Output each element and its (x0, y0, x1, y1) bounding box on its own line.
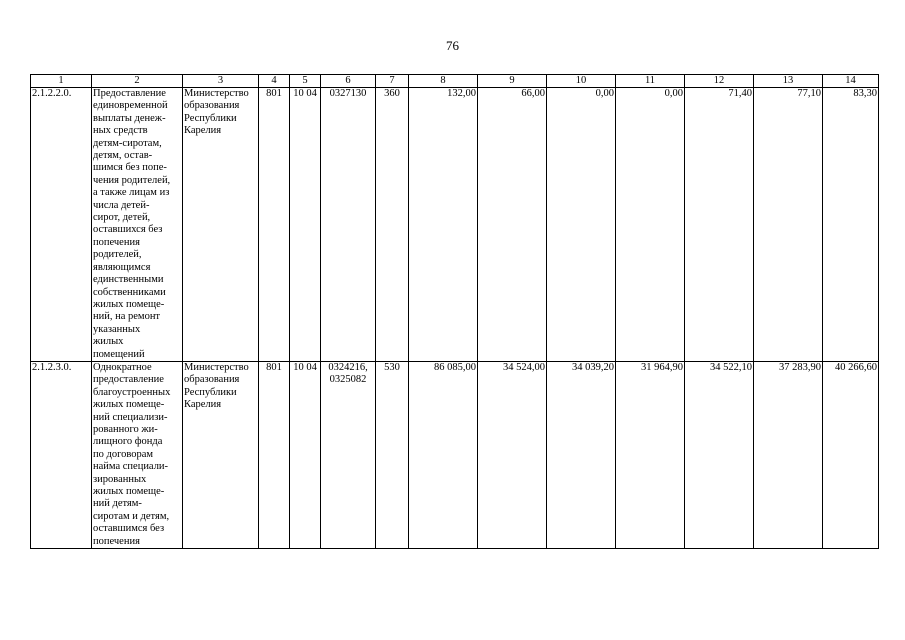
text-line: являющимся (93, 261, 151, 273)
col9-cell: 66,00 (478, 88, 547, 362)
text-line: благоустроенных (93, 386, 171, 398)
col4-cell: 801 (259, 88, 290, 362)
col10-cell: 0,00 (547, 88, 616, 362)
col6-cell (321, 88, 376, 362)
column-header: 7 (376, 75, 409, 88)
text-line: ний детям- (93, 498, 142, 510)
column-header: 4 (259, 75, 290, 88)
text-line: Однократное (93, 361, 152, 373)
text-line: родителей, (93, 249, 142, 261)
col6-cell (321, 361, 376, 548)
col5-cell: 10 04 (290, 88, 321, 362)
text-line: жилых помеще- (93, 486, 165, 497)
text-line: Республики (184, 386, 237, 398)
column-header: 10 (547, 75, 616, 88)
row-agency-cell (183, 88, 259, 362)
text-line: а также лицам из (93, 187, 170, 199)
text-line: образования (184, 100, 240, 112)
text-line: оставшимся без (93, 523, 165, 535)
table-row (31, 88, 879, 362)
col12-cell: 71,40 (685, 88, 754, 362)
text-line: сирот, детей, (93, 212, 151, 224)
text-line: единовременной (93, 100, 168, 112)
text-line: Министерство (184, 361, 249, 373)
text-line: собственниками (93, 286, 166, 298)
table-row (31, 361, 879, 548)
text-line: попечения (93, 236, 140, 248)
column-header: 1 (31, 75, 92, 88)
row-code-cell: 2.1.2.3.0. (31, 361, 92, 548)
column-header: 3 (183, 75, 259, 88)
text-line: жилых помеще- (93, 298, 165, 310)
col7-cell: 530 (376, 361, 409, 548)
column-header: 8 (409, 75, 478, 88)
text-line: найма специали- (93, 461, 169, 473)
column-header: 13 (754, 75, 823, 88)
text-line: лищного фонда (93, 436, 163, 448)
text-line: указанных (93, 323, 141, 335)
row-code-cell: 2.1.2.2.0. (31, 88, 92, 362)
text-line: по договорам (93, 448, 154, 460)
text-line: оставшихся без (93, 224, 163, 236)
text-line: единственными (93, 274, 164, 286)
page-number: 76 (446, 38, 459, 53)
text-line: чения родителей, (93, 174, 171, 186)
text-line: зированных (93, 473, 147, 485)
text-line: ний, на ремонт (93, 311, 161, 323)
col13-cell: 77,10 (754, 88, 823, 362)
column-number-row (31, 75, 879, 88)
budget-table (30, 74, 879, 549)
column-header: 6 (321, 75, 376, 88)
col8-cell: 86 085,00 (409, 361, 478, 548)
row-name-cell (92, 361, 183, 548)
text-line: Карелия (184, 125, 222, 137)
column-header: 14 (823, 75, 879, 88)
text-line: детям, остав- (93, 150, 153, 162)
col12-cell: 34 522,10 (685, 361, 754, 548)
row-agency-cell (183, 361, 259, 548)
column-header: 2 (92, 75, 183, 88)
text-line: помещений (93, 348, 145, 360)
text-line: Карелия (184, 399, 222, 411)
text-line: жилых помеще- (93, 399, 165, 411)
col14-cell: 83,30 (823, 88, 879, 362)
col14-cell: 40 266,60 (823, 361, 879, 548)
text-line: выплаты денеж- (93, 112, 166, 124)
col4-cell: 801 (259, 361, 290, 548)
text-line: попечения (93, 535, 140, 547)
row-name-cell (92, 88, 183, 362)
column-header: 11 (616, 75, 685, 88)
text-line: ных средств (93, 125, 148, 137)
col5-cell: 10 04 (290, 361, 321, 548)
text-line: ний специализи- (93, 411, 168, 423)
text-line: 0325082 (329, 374, 367, 386)
text-line: предоставление (93, 374, 164, 386)
text-line: детям-сиротам, (93, 137, 162, 149)
text-line: Предоставление (93, 88, 166, 99)
text-line: числа детей- (93, 199, 150, 211)
text-line: 0327130 (329, 88, 367, 99)
column-header: 5 (290, 75, 321, 88)
column-header: 9 (478, 75, 547, 88)
col9-cell: 34 524,00 (478, 361, 547, 548)
text-line: Республики (184, 112, 237, 124)
col8-cell: 132,00 (409, 88, 478, 362)
text-line: сиротам и детям, (93, 510, 170, 522)
column-header: 12 (685, 75, 754, 88)
col13-cell: 37 283,90 (754, 361, 823, 548)
col11-cell: 0,00 (616, 88, 685, 362)
text-line: жилых (93, 336, 124, 348)
text-line: 0324216, (328, 361, 368, 373)
text-line: шимся без попе- (93, 162, 167, 174)
col11-cell: 31 964,90 (616, 361, 685, 548)
col10-cell: 34 039,20 (547, 361, 616, 548)
text-line: образования (184, 374, 240, 386)
col7-cell: 360 (376, 88, 409, 362)
text-line: Министерство (184, 88, 249, 99)
text-line: рованного жи- (93, 423, 158, 435)
